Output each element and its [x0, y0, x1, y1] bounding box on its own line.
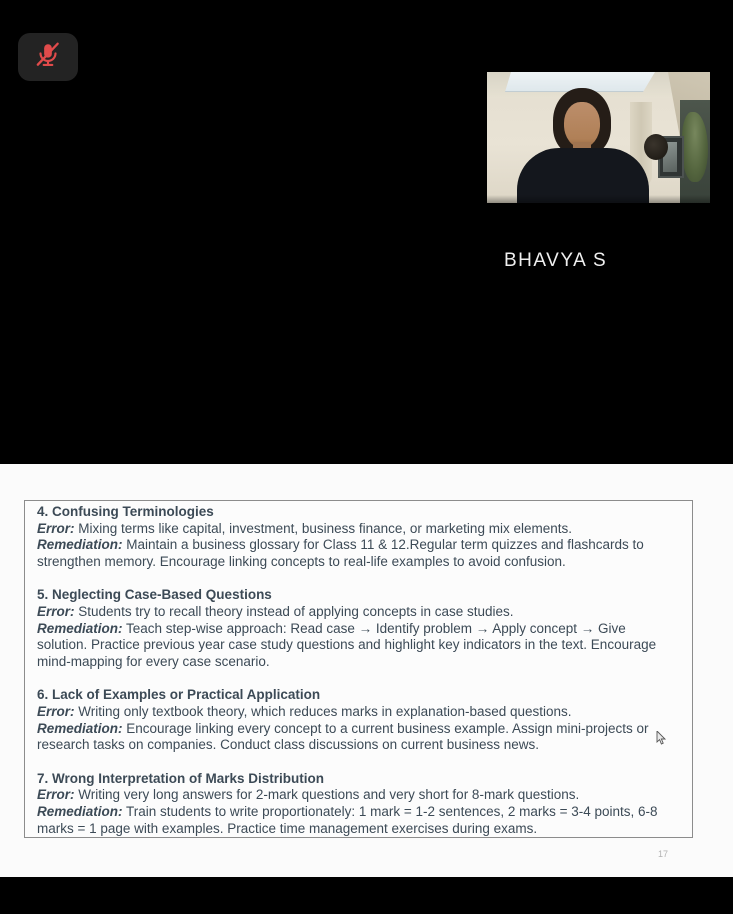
slide-section-4 — [37, 504, 666, 570]
shared-slide — [0, 464, 733, 877]
section-error — [37, 787, 666, 804]
participant-video-tile[interactable] — [487, 72, 710, 203]
video-bottom-shadow — [487, 195, 710, 203]
section-remediation — [37, 621, 666, 671]
mouse-cursor-icon — [656, 731, 667, 745]
section-remediation — [37, 804, 666, 837]
section-error — [37, 604, 666, 621]
section-remediation — [37, 721, 666, 754]
section-error — [37, 704, 666, 721]
remediation-text: Encourage linking every concept to a current business example. Assign mini-projects or research tasks on companies. Conduct class discussions on current business news. — [37, 720, 649, 753]
slide-page-number: 17 — [658, 849, 669, 859]
slide-section-6 — [37, 687, 666, 753]
remediation-label: Remediation: — [37, 803, 123, 819]
remediation-label: Remediation: — [37, 720, 123, 736]
section-remediation — [37, 537, 666, 570]
error-label: Error: — [37, 520, 75, 536]
mic-mute-button[interactable] — [18, 33, 78, 81]
error-label: Error: — [37, 603, 75, 619]
error-text: Students try to recall theory instead of applying concepts in case studies. — [78, 603, 514, 619]
section-heading: 5. Neglecting Case-Based Questions — [37, 587, 272, 603]
section-heading: 6. Lack of Examples or Practical Application — [37, 687, 321, 703]
mic-off-icon — [33, 40, 63, 75]
video-wall-clock — [644, 134, 668, 160]
remediation-text: Teach step-wise approach: Read case → Identify problem → Apply concept → Give solution. Practice previous year case study questions and highlight key indicators in the text. Encourage mind-mapping for every case scenario. — [37, 620, 657, 669]
slide-content-box — [24, 500, 693, 838]
error-label: Error: — [37, 787, 75, 803]
slide-section-7 — [37, 771, 666, 837]
error-label: Error: — [37, 703, 75, 719]
remediation-label: Remediation: — [37, 620, 123, 636]
section-heading: 7. Wrong Interpretation of Marks Distribution — [37, 770, 325, 786]
remediation-label: Remediation: — [37, 537, 123, 553]
participant-name-label: BHAVYA S — [504, 250, 608, 271]
section-error — [37, 521, 666, 538]
error-text: Mixing terms like capital, investment, business finance, or marketing mix elements. — [78, 520, 572, 536]
slide-section-5 — [37, 587, 666, 670]
error-text: Writing very long answers for 2-mark questions and very short for 8-mark questions. — [78, 787, 580, 803]
remediation-text: Train students to write proportionately: 1 mark = 1-2 sentences, 2 marks = 3-4 points, 6-8 marks = 1 page with examples. Practice time management exercises during exams. — [37, 803, 658, 836]
section-heading: 4. Confusing Terminologies — [37, 504, 214, 519]
error-text: Writing only textbook theory, which reduces marks in explanation-based questions. — [78, 703, 572, 719]
remediation-text: Maintain a business glossary for Class 11 & 12.Regular term quizzes and flashcards to strengthen memory. Encourage linking concepts to real-life examples to avoid confusion. — [37, 537, 644, 569]
